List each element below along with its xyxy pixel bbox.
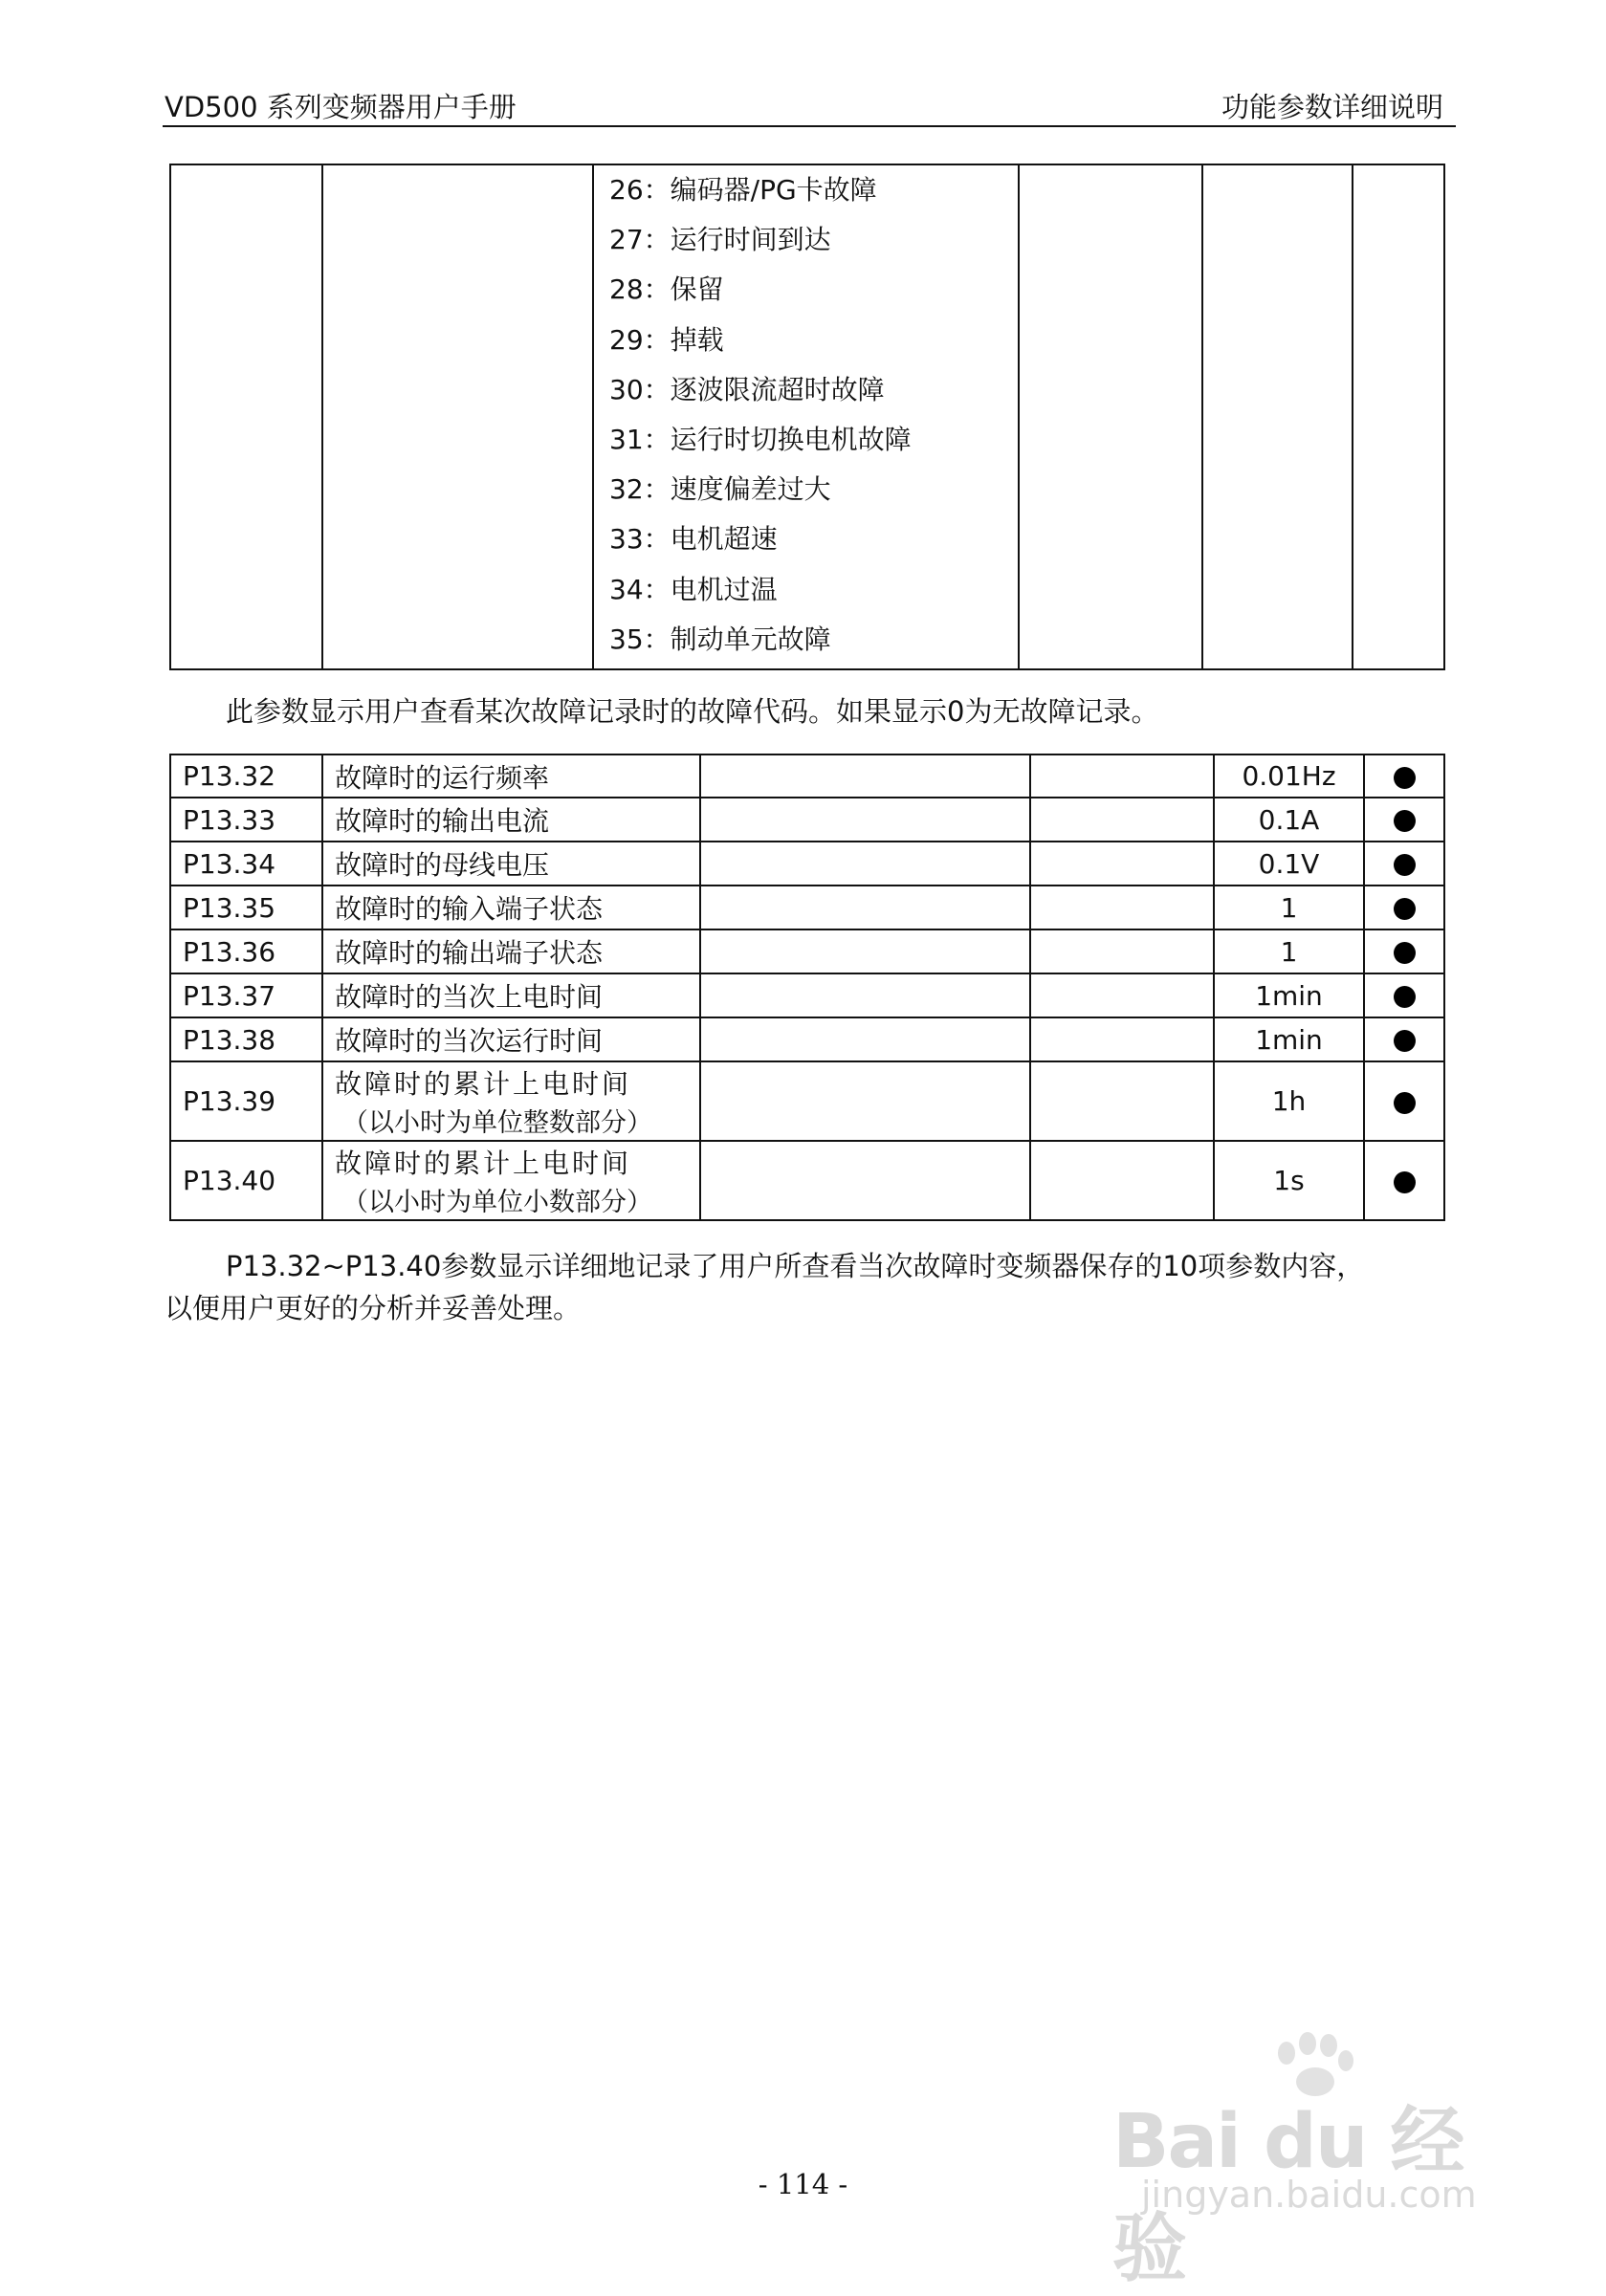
param-unit: 0.01Hz — [1214, 754, 1364, 798]
table-row — [170, 929, 1444, 973]
param-unit: 1 — [1214, 929, 1364, 973]
filled-circle-icon — [1394, 854, 1416, 876]
param-name-sub: （以小时为单位整数部分） — [342, 1108, 652, 1138]
param-unit: 0.1A — [1214, 798, 1364, 842]
param-name: 故障时的当次上电时间 — [322, 973, 700, 1017]
param-code: P13.40 — [170, 1141, 322, 1220]
param-name: 故障时的累计上电时间 （以小时为单位整数部分） — [322, 1061, 700, 1141]
param-unit: 1s — [1214, 1141, 1364, 1220]
watermark-url: jingyan.baidu.com — [1141, 2174, 1477, 2216]
table-cell-attr — [1353, 164, 1444, 669]
param-attr — [1364, 754, 1444, 798]
fault-code-list-cell — [593, 164, 1019, 669]
param-attr — [1364, 886, 1444, 929]
filled-circle-icon — [1394, 1030, 1416, 1052]
filled-circle-icon — [1394, 810, 1416, 832]
fault-code-description: 此参数显示用户查看某次故障记录时的故障代码。如果显示0为无故障记录。 — [226, 695, 1159, 728]
param-name: 故障时的累计上电时间 （以小时为单位小数部分） — [322, 1141, 700, 1220]
fault-code-table — [169, 164, 1445, 670]
param-attr — [1364, 973, 1444, 1017]
header-section: 功能参数详细说明 — [1221, 91, 1443, 123]
fault-code-item: 27：运行时间到达 — [609, 224, 831, 256]
filled-circle-icon — [1394, 942, 1416, 964]
fault-code-item: 29：掉载 — [609, 323, 724, 356]
param-name: 故障时的输出端子状态 — [322, 929, 700, 973]
param-code: P13.39 — [170, 1061, 322, 1141]
filled-circle-icon — [1394, 1171, 1416, 1193]
param-code: P13.34 — [170, 842, 322, 886]
param-attr — [1364, 929, 1444, 973]
param-code: P13.32 — [170, 754, 322, 798]
filled-circle-icon — [1394, 986, 1416, 1008]
fault-code-item: 33：电机超速 — [609, 523, 778, 556]
param-unit: 1min — [1214, 973, 1364, 1017]
param-code: P13.38 — [170, 1017, 322, 1061]
fault-code-item: 32：速度偏差过大 — [609, 473, 831, 506]
param-attr — [1364, 1017, 1444, 1061]
watermark — [1112, 2032, 1514, 2292]
table-cell-name — [322, 164, 593, 669]
param-name-sub: （以小时为单位小数部分） — [342, 1188, 652, 1217]
header-title: VD500 系列变频器用户手册 — [165, 91, 517, 123]
param-attr — [1364, 1141, 1444, 1220]
header-rule — [163, 125, 1456, 127]
param-code: P13.36 — [170, 929, 322, 973]
fault-params-table — [169, 754, 1445, 1221]
fault-code-item: 26：编码器/PG卡故障 — [609, 174, 877, 206]
param-unit: 1min — [1214, 1017, 1364, 1061]
param-attr — [1364, 1061, 1444, 1141]
param-unit: 1 — [1214, 886, 1364, 929]
filled-circle-icon — [1394, 767, 1416, 789]
table-row — [170, 754, 1444, 798]
fault-code-item: 35：制动单元故障 — [609, 623, 831, 655]
fault-code-item: 30：逐波限流超时故障 — [609, 373, 885, 405]
param-name: 故障时的输出电流 — [322, 798, 700, 842]
table-row — [170, 973, 1444, 1017]
table-row — [170, 1141, 1444, 1220]
fault-code-item: 28：保留 — [609, 273, 724, 306]
param-name: 故障时的运行频率 — [322, 754, 700, 798]
params-description — [165, 1245, 1465, 1329]
param-name: 故障时的输入端子状态 — [322, 886, 700, 929]
param-code: P13.37 — [170, 973, 322, 1017]
table-cell-default — [1019, 164, 1202, 669]
filled-circle-icon — [1394, 1092, 1416, 1114]
params-description-line2: 以便用户更好的分析并妥善处理。 — [165, 1292, 582, 1324]
table-row — [170, 798, 1444, 842]
param-code: P13.33 — [170, 798, 322, 842]
table-row — [170, 1061, 1444, 1141]
page-number: - 114 - — [758, 2168, 848, 2200]
param-name: 故障时的母线电压 — [322, 842, 700, 886]
table-cell-unit — [1202, 164, 1353, 669]
param-unit: 0.1V — [1214, 842, 1364, 886]
fault-code-item: 34：电机过温 — [609, 573, 778, 605]
param-attr — [1364, 842, 1444, 886]
table-cell-code — [170, 164, 322, 669]
table-row — [170, 1017, 1444, 1061]
param-attr — [1364, 798, 1444, 842]
params-description-line1: P13.32~P13.40参数显示详细地记录了用户所查看当次故障时变频器保存的10项参数内容， — [226, 1250, 1365, 1282]
param-code: P13.35 — [170, 886, 322, 929]
param-unit: 1h — [1214, 1061, 1364, 1141]
param-name: 故障时的当次运行时间 — [322, 1017, 700, 1061]
watermark-brand: Bai du 经验 — [1112, 2099, 1463, 2292]
filled-circle-icon — [1394, 898, 1416, 920]
fault-code-item: 31：运行时切换电机故障 — [609, 423, 912, 455]
table-row — [170, 842, 1444, 886]
table-row — [170, 886, 1444, 929]
